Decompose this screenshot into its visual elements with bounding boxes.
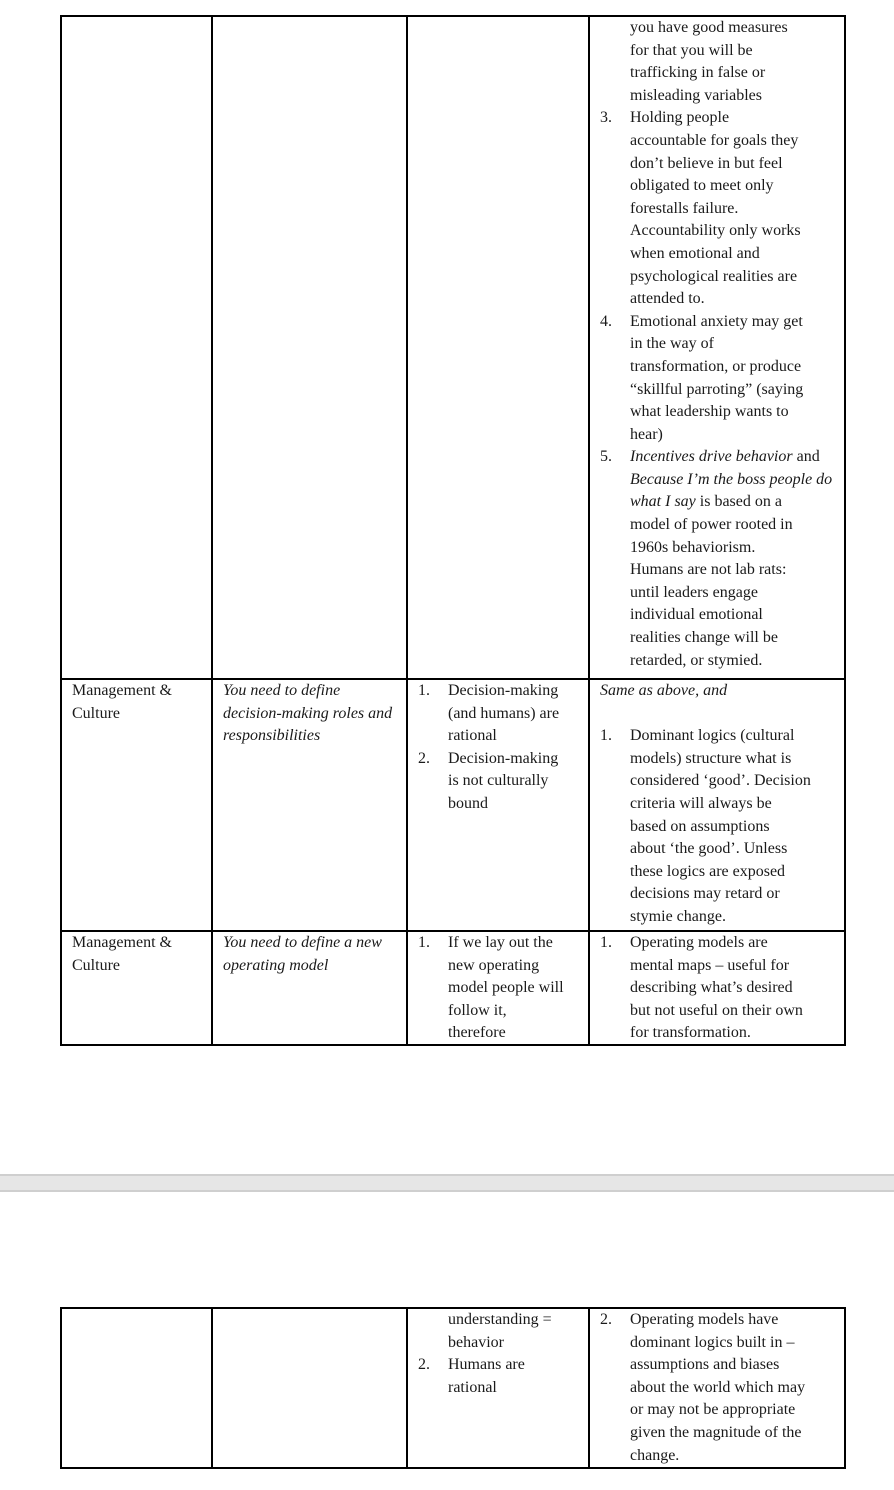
numbered-list	[590, 1309, 844, 1467]
list-item	[590, 725, 844, 928]
text-line: for transformation.	[630, 1024, 751, 1042]
text-line: individual emotional	[630, 606, 763, 624]
text-line: Accountability only works	[630, 222, 801, 240]
text-line: model of power rooted in	[630, 516, 793, 534]
text-line: model people will	[448, 979, 564, 997]
text-line: decisions may retard or	[630, 885, 780, 903]
text-line: don’t believe in but feel	[630, 154, 783, 172]
text-line: about the world which may	[630, 1378, 806, 1396]
continuation-text	[590, 17, 844, 107]
text-line: psychological realities are	[630, 267, 798, 285]
list-item	[590, 1309, 844, 1467]
column-line-left	[60, 15, 62, 1046]
text-line: when emotional and	[630, 244, 760, 262]
page2-col4-cell	[590, 1309, 844, 1467]
list-item	[408, 932, 588, 1045]
text-line: follow it,	[448, 1001, 507, 1019]
text-line: Management &	[72, 682, 172, 699]
row2-col4-cell	[590, 932, 844, 1045]
text-line: attended to.	[630, 290, 705, 308]
text-line: Humans are not lab rats:	[630, 561, 787, 579]
text-line: Management &	[72, 934, 172, 951]
text-line: models) structure what is	[630, 749, 792, 767]
text-line: about ‘the good’. Unless	[630, 840, 788, 858]
text-line: retarded, or stymied.	[630, 651, 763, 669]
list-number: 1.	[600, 934, 612, 951]
list-number: 1.	[418, 682, 430, 699]
list-number: 4.	[600, 312, 612, 330]
numbered-list	[408, 680, 588, 816]
text-line: for that you will be	[630, 41, 753, 59]
text-line: responsibilities	[223, 727, 321, 745]
row0-col4-cell	[590, 17, 844, 672]
row1-col4-cell	[590, 680, 844, 929]
numbered-list	[408, 932, 588, 1045]
text-line: what leadership wants to	[630, 403, 789, 421]
column-line-3	[406, 15, 408, 1046]
text-line: describing what’s desired	[630, 979, 793, 997]
text-line: assumptions and biases	[630, 1356, 780, 1374]
list-number: 2.	[418, 749, 430, 767]
row1-col2-cell	[213, 680, 406, 748]
text-line: is not culturally	[448, 772, 549, 790]
text-line: therefore	[448, 1024, 506, 1042]
text-line: bound	[448, 794, 488, 812]
list-item	[408, 1354, 588, 1399]
list-item	[408, 680, 588, 748]
list-number: 2.	[600, 1311, 612, 1328]
text-span: and	[792, 448, 820, 466]
text-line: understanding =	[448, 1311, 552, 1328]
text-line: forestalls failure.	[630, 199, 739, 217]
list-number: 5.	[600, 448, 612, 466]
list-number: 1.	[600, 727, 612, 745]
numbered-list	[408, 1354, 588, 1399]
column-line-right	[844, 15, 846, 1046]
text-line: (and humans) are	[448, 704, 560, 722]
text-line: new operating	[448, 956, 540, 974]
italic-text: what I say	[630, 493, 696, 511]
text-span: is based on a	[695, 493, 782, 511]
text-line: obligated to meet only	[630, 177, 774, 195]
list-item	[590, 446, 844, 672]
text-line: mental maps – useful for	[630, 956, 790, 974]
text-line: but not useful on their own	[630, 1001, 803, 1019]
text-line: or may not be appropriate	[630, 1401, 796, 1419]
text-line: Humans are	[448, 1356, 525, 1374]
text-line: Operating models are	[630, 934, 768, 951]
text-line: Decision-making	[448, 682, 559, 699]
text-line: based on assumptions	[630, 817, 770, 835]
italic-text: Because I’m the boss people do	[630, 470, 833, 488]
text-line: rational	[448, 1378, 497, 1396]
list-item	[590, 107, 844, 310]
text-line: Decision-making	[448, 749, 559, 767]
list-item	[590, 932, 844, 1045]
text-line: Emotional anxiety may get	[630, 312, 803, 330]
text-line: Operating models have	[630, 1311, 779, 1328]
numbered-list	[590, 932, 844, 1045]
text-line: criteria will always be	[630, 794, 772, 812]
row2-col2-cell	[213, 932, 406, 977]
text-line: operating model	[223, 956, 329, 974]
blank-line	[590, 703, 844, 726]
page-break-gap	[0, 1174, 894, 1192]
column-line-2	[211, 15, 213, 1046]
numbered-list	[590, 107, 844, 672]
list-item	[590, 311, 844, 447]
list-item	[408, 748, 588, 816]
list-number: 1.	[418, 934, 430, 951]
text-line: “skillful parroting” (saying	[630, 380, 804, 398]
text-line: Culture	[72, 956, 120, 974]
text-line: these logics are exposed	[630, 862, 786, 880]
page2-col3-cell	[408, 1309, 588, 1399]
text-line: Culture	[72, 704, 120, 722]
text-line: trafficking in false or	[630, 64, 766, 82]
italic-text: Incentives drive behavior	[630, 448, 793, 466]
text-line: hear)	[630, 425, 663, 443]
text-line: considered ‘good’. Decision	[630, 772, 811, 790]
table-border-bottom	[60, 1467, 846, 1469]
text-line: rational	[448, 727, 497, 745]
numbered-list	[590, 725, 844, 928]
text-line: You need to define	[223, 682, 341, 699]
text-line: misleading variables	[630, 86, 762, 104]
text-line	[630, 491, 844, 514]
text-line: accountable for goals they	[630, 131, 799, 149]
text-line: dominant logics built in –	[630, 1333, 795, 1351]
row1-col1-cell	[62, 680, 211, 725]
document-page-2	[0, 1192, 894, 1490]
text-line: Dominant logics (cultural	[630, 727, 795, 745]
column-line-left	[60, 1307, 62, 1469]
text-line: you have good measures	[630, 19, 788, 36]
text-line: transformation, or produce	[630, 357, 802, 375]
text-line: You need to define a new	[223, 934, 382, 951]
text-line	[630, 469, 844, 492]
text-line: until leaders engage	[630, 583, 758, 601]
continuation-text	[408, 1309, 588, 1354]
text-line: in the way of	[630, 335, 714, 353]
intro-text: Same as above, and	[600, 682, 728, 699]
column-line-right	[844, 1307, 846, 1469]
list-number: 2.	[418, 1356, 430, 1374]
text-line: If we lay out the	[448, 934, 553, 951]
text-line	[630, 446, 844, 469]
text-line: stymie change.	[630, 907, 726, 925]
text-line: decision-making roles and	[223, 704, 393, 722]
text-line: realities change will be	[630, 629, 778, 647]
row2-col1-cell	[62, 932, 211, 977]
text-line: change.	[630, 1446, 680, 1464]
column-line-2	[211, 1307, 213, 1469]
list-number: 3.	[600, 109, 612, 127]
text-line: behavior	[448, 1333, 504, 1351]
row1-col3-cell	[408, 680, 588, 816]
text-line: given the magnitude of the	[630, 1423, 802, 1441]
text-line: 1960s behaviorism.	[630, 538, 756, 556]
row2-col3-cell	[408, 932, 588, 1045]
text-line: Holding people	[630, 109, 730, 127]
